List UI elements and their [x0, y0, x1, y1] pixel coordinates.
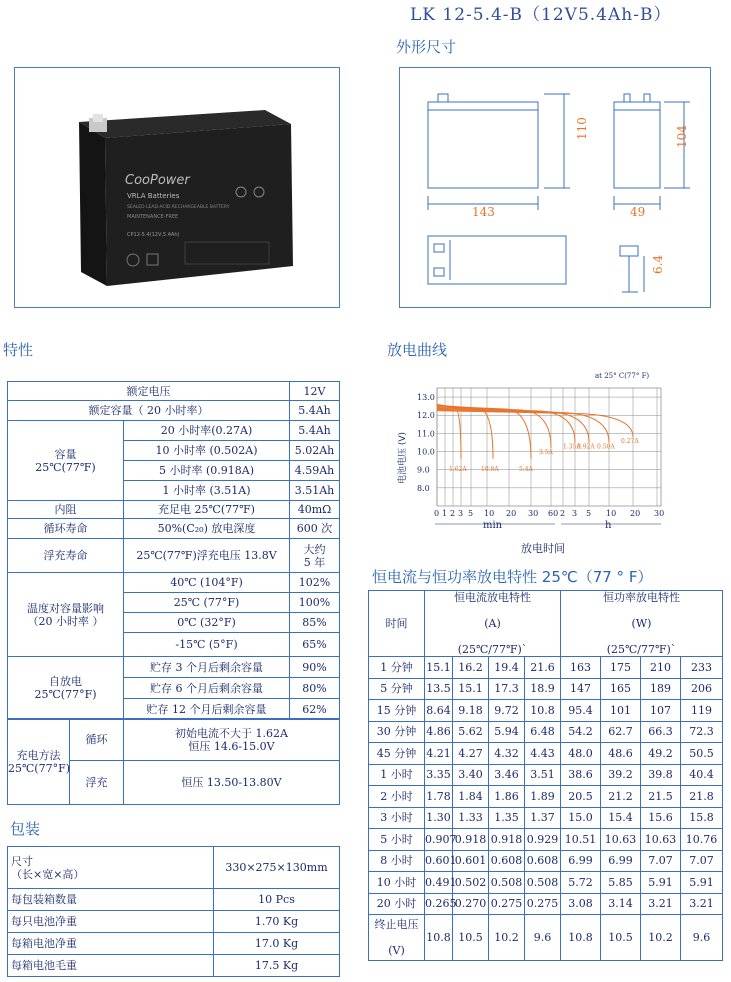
row-value: 3.51 — [525, 764, 561, 786]
row-value: 10.63 — [601, 829, 641, 851]
table-row — [369, 872, 723, 894]
row-time: 10 小时 — [369, 872, 425, 894]
section-characteristics: 特性 — [3, 341, 34, 359]
dim-height-total: 110 — [575, 117, 589, 140]
dim-length: 143 — [472, 205, 495, 219]
current-header: 恒电流放电特性 (A) (25℃/77℉)` — [425, 591, 561, 657]
rated-voltage-label: 额定电压 — [8, 382, 290, 401]
temp-value: 100% — [290, 593, 340, 613]
curve-label: 3.5A — [539, 448, 553, 456]
end-voltage-value: 10.5 — [601, 915, 641, 961]
pack-gross-label: 每箱电池毛重 — [8, 955, 214, 977]
capacity-label: 容量 25℃(77℉) — [8, 421, 124, 501]
internal-label: 内阻 — [8, 501, 124, 519]
x-tick-label: 5 — [586, 509, 592, 518]
pack-net-box-value: 17.0 Kg — [214, 933, 340, 955]
pack-net-box-label: 每箱电池净重 — [8, 933, 214, 955]
time-header: 时间 — [369, 591, 425, 657]
row-value: 9.72 — [489, 700, 525, 722]
table-row — [369, 829, 723, 851]
row-value: 38.6 — [561, 764, 601, 786]
row-value: 95.4 — [561, 700, 601, 722]
row-value: 8.64 — [425, 700, 453, 722]
battery-photo — [15, 68, 339, 307]
self-cond: 贮存 3 个月后剩余容量 — [124, 657, 290, 678]
row-value: 21.5 — [641, 786, 681, 808]
row-value: 15.1 — [453, 678, 489, 700]
row-value: 4.43 — [525, 743, 561, 765]
constant-table — [368, 590, 723, 961]
curve-label: 0.27A — [621, 438, 639, 446]
tagline-text: SEALED LEAD-ACID RECHARGEABLE BATTERY — [127, 205, 230, 210]
temp-label: 温度对容量影响 （20 小时率 ） — [8, 573, 124, 657]
table-row — [369, 678, 723, 700]
row-value: 1.89 — [525, 786, 561, 808]
page-title: LK 12-5.4-B（12V5.4Ah-B） — [410, 5, 672, 25]
row-value: 54.2 — [561, 721, 601, 743]
row-value: 1.35 — [489, 807, 525, 829]
row-value: 1.78 — [425, 786, 453, 808]
y-tick-label: 12.0 — [417, 411, 435, 421]
section-discharge-curve: 放电曲线 — [387, 341, 448, 359]
row-value: 3.08 — [561, 893, 601, 915]
row-value: 119 — [681, 700, 723, 722]
model-text: CP12-5.4(12V,5.4Ah) — [127, 232, 180, 238]
row-value: 10.76 — [681, 829, 723, 851]
cycle-label: 循环寿命 — [8, 519, 124, 539]
internal-value: 40mΩ — [290, 501, 340, 519]
row-value: 0.502 — [453, 872, 489, 894]
x-tick-label: 3 — [458, 509, 464, 518]
row-value: 39.2 — [601, 764, 641, 786]
row-value: 0.907 — [425, 829, 453, 851]
brand-text: CooPower — [125, 173, 190, 188]
row-value: 0.601 — [453, 850, 489, 872]
row-value: 163 — [561, 657, 601, 679]
row-value: 3.40 — [453, 764, 489, 786]
row-value: 5.91 — [641, 872, 681, 894]
table-row — [369, 721, 723, 743]
y-tick-label: 9.0 — [417, 465, 430, 475]
row-value: 0.275 — [525, 893, 561, 915]
end-voltage-value: 10.2 — [641, 915, 681, 961]
row-value: 4.21 — [425, 743, 453, 765]
row-value: 101 — [601, 700, 641, 722]
row-value: 5.72 — [561, 872, 601, 894]
row-time: 8 小时 — [369, 850, 425, 872]
capacity-value: 3.51Ah — [290, 481, 340, 501]
row-value: 10.51 — [561, 829, 601, 851]
float-use-value: 恒压 13.50-13.80V — [124, 761, 340, 805]
row-value: 62.7 — [601, 721, 641, 743]
row-value: 15.4 — [601, 807, 641, 829]
row-value: 0.491 — [425, 872, 453, 894]
temp-cond: -15℃ (5°F) — [124, 633, 290, 657]
row-value: 15.8 — [681, 807, 723, 829]
row-value: 7.07 — [641, 850, 681, 872]
row-value: 1.84 — [453, 786, 489, 808]
row-value: 18.9 — [525, 678, 561, 700]
row-value: 72.3 — [681, 721, 723, 743]
row-time: 30 分钟 — [369, 721, 425, 743]
capacity-rate: 5 小时率 (0.918A) — [124, 461, 290, 481]
row-value: 13.5 — [425, 678, 453, 700]
self-value: 80% — [290, 678, 340, 699]
row-value: 4.32 — [489, 743, 525, 765]
row-value: 189 — [641, 678, 681, 700]
end-voltage-value: 10.2 — [489, 915, 525, 961]
row-time: 45 分钟 — [369, 743, 425, 765]
curve-label: 0.50A — [597, 443, 615, 451]
section-dimensions: 外形尺寸 — [396, 38, 457, 56]
row-value: 6.99 — [601, 850, 641, 872]
row-value: 0.265 — [425, 893, 453, 915]
internal-cond: 充足电 25℃(77℉) — [124, 501, 290, 519]
row-value: 15.1 — [425, 657, 453, 679]
row-value: 19.4 — [489, 657, 525, 679]
section-constant-table: 恒电流与恒功率放电特性 25℃（77 ° F） — [372, 568, 653, 586]
y-tick-label: 10.0 — [417, 447, 435, 457]
row-value: 3.35 — [425, 764, 453, 786]
table-row — [369, 893, 723, 915]
pack-qty-value: 10 Pcs — [214, 889, 340, 911]
chart-title: at 25° C(77° F) — [595, 372, 650, 380]
cycle-cond: 50%(C₂₀) 放电深度 — [124, 519, 290, 539]
y-tick-label: 8.0 — [417, 483, 430, 493]
charge-table — [7, 718, 340, 805]
capacity-rate: 20 小时率(0.27A) — [124, 421, 290, 441]
row-value: 6.99 — [561, 850, 601, 872]
curve-label: 0.92A — [577, 443, 595, 451]
temp-value: 102% — [290, 573, 340, 593]
chart-frame — [437, 388, 661, 506]
y-tick-label: 11.0 — [417, 429, 435, 439]
end-voltage-row — [369, 915, 723, 961]
section-packaging: 包装 — [10, 820, 41, 838]
x-tick-label: 10 — [606, 509, 617, 518]
row-time: 5 小时 — [369, 829, 425, 851]
chart-h-label: h — [605, 520, 612, 531]
row-value: 165 — [601, 678, 641, 700]
table-row — [369, 850, 723, 872]
discharge-curve — [437, 411, 633, 437]
dimension-drawing — [399, 67, 711, 308]
row-value: 6.48 — [525, 721, 561, 743]
row-value: 3.14 — [601, 893, 641, 915]
row-value: 0.508 — [525, 872, 561, 894]
self-value: 90% — [290, 657, 340, 678]
row-value: 15.0 — [561, 807, 601, 829]
discharge-curve — [437, 405, 493, 459]
row-value: 17.3 — [489, 678, 525, 700]
temp-cond: 0℃ (32°F) — [124, 613, 290, 633]
row-value: 40.4 — [681, 764, 723, 786]
dim-height-case: 104 — [675, 125, 689, 148]
row-value: 210 — [641, 657, 681, 679]
pack-size-value: 330×275×130mm — [214, 847, 340, 889]
self-cond: 贮存 6 个月后剩余容量 — [124, 678, 290, 699]
float-label: 浮充寿命 — [8, 539, 124, 573]
power-header: 恒功率放电特性 (W) (25℃/77℉)` — [561, 591, 723, 657]
discharge-curve — [437, 407, 551, 448]
pack-net-single-label: 每只电池净重 — [8, 911, 214, 933]
x-tick-label: 2 — [450, 509, 456, 518]
charge-label: 充电方法 25℃(77°F) — [8, 719, 70, 805]
row-value: 1.33 — [453, 807, 489, 829]
curve-label: 5.4A — [519, 465, 533, 473]
capacity-value: 5.4Ah — [290, 421, 340, 441]
end-voltage-value: 9.6 — [681, 915, 723, 961]
x-tick-label: 30 — [654, 509, 665, 518]
discharge-curve — [437, 410, 609, 443]
x-tick-label: 2 — [560, 509, 566, 518]
capacity-value: 4.59Ah — [290, 461, 340, 481]
pack-qty-label: 每包装箱数量 — [8, 889, 214, 911]
row-time: 5 分钟 — [369, 678, 425, 700]
row-value: 5.85 — [601, 872, 641, 894]
cycle-use-label: 循环 — [70, 719, 124, 761]
end-voltage-value: 10.5 — [453, 915, 489, 961]
row-value: 1.86 — [489, 786, 525, 808]
table-row — [369, 657, 723, 679]
row-value: 0.270 — [453, 893, 489, 915]
maintenance-text: MAINTENANCE-FREE — [127, 214, 179, 220]
row-value: 7.07 — [681, 850, 723, 872]
row-value: 21.8 — [681, 786, 723, 808]
row-value: 4.27 — [453, 743, 489, 765]
row-value: 5.62 — [453, 721, 489, 743]
x-tick-label: 1 — [442, 509, 448, 518]
y-tick-label: 13.0 — [417, 393, 435, 403]
row-value: 233 — [681, 657, 723, 679]
table-row — [369, 807, 723, 829]
x-tick-label: 20 — [630, 509, 641, 518]
row-value: 0.508 — [489, 872, 525, 894]
packaging-table — [7, 846, 340, 977]
pack-net-single-value: 1.70 Kg — [214, 911, 340, 933]
row-value: 0.608 — [525, 850, 561, 872]
rated-capacity-label: 额定容量（ 20 小时率） — [8, 401, 290, 421]
discharge-curve — [437, 404, 461, 458]
x-tick-label: 5 — [468, 509, 474, 518]
table-row — [369, 764, 723, 786]
cycle-use-value: 初始电流不大于 1.62A 恒压 14.6-15.0V — [124, 719, 340, 761]
rated-voltage-value: 12V — [290, 382, 340, 401]
self-cond: 贮存 12 个月后剩余容量 — [124, 699, 290, 720]
curve-label: 10.8A — [481, 465, 499, 473]
table-row — [369, 743, 723, 765]
row-time: 15 分钟 — [369, 700, 425, 722]
row-value: 48.6 — [601, 743, 641, 765]
end-voltage-label: 终止电压 (V) — [369, 915, 425, 961]
self-discharge-label: 自放电 25℃(77°F) — [8, 657, 124, 720]
dim-width: 49 — [630, 205, 646, 219]
row-time: 2 小时 — [369, 786, 425, 808]
capacity-rate: 1 小时率 (3.51A) — [124, 481, 290, 501]
row-value: 0.601 — [425, 850, 453, 872]
row-value: 3.46 — [489, 764, 525, 786]
row-value: 39.8 — [641, 764, 681, 786]
self-value: 62% — [290, 699, 340, 720]
row-value: 16.2 — [453, 657, 489, 679]
row-value: 50.5 — [681, 743, 723, 765]
row-time: 1 分钟 — [369, 657, 425, 679]
row-value: 3.21 — [681, 893, 723, 915]
float-use-label: 浮充 — [70, 761, 124, 805]
row-value: 5.94 — [489, 721, 525, 743]
capacity-value: 5.02Ah — [290, 441, 340, 461]
spec-table — [7, 381, 340, 720]
row-time: 1 小时 — [369, 764, 425, 786]
dim-terminal: 6.4 — [651, 254, 665, 274]
rated-capacity-value: 5.4Ah — [290, 401, 340, 421]
row-value: 66.3 — [641, 721, 681, 743]
x-tick-label: 60 — [548, 509, 559, 518]
discharge-chart — [385, 366, 685, 558]
x-tick-label: 10 — [484, 509, 495, 518]
float-cond: 25℃(77℉)浮充电压 13.8V — [124, 539, 290, 573]
row-value: 0.918 — [489, 829, 525, 851]
row-value: 20.5 — [561, 786, 601, 808]
row-value: 1.30 — [425, 807, 453, 829]
curve-label: 1.62A — [449, 465, 467, 473]
row-value: 206 — [681, 678, 723, 700]
pack-gross-value: 17.5 Kg — [214, 955, 340, 977]
row-value: 0.929 — [525, 829, 561, 851]
row-value: 0.608 — [489, 850, 525, 872]
discharge-curve — [437, 406, 531, 459]
row-value: 107 — [641, 700, 681, 722]
row-value: 5.91 — [681, 872, 723, 894]
chart-min-label: min — [483, 520, 503, 531]
row-value: 1.37 — [525, 807, 561, 829]
end-voltage-value: 9.6 — [525, 915, 561, 961]
row-value: 10.63 — [641, 829, 681, 851]
row-value: 48.0 — [561, 743, 601, 765]
row-value: 21.6 — [525, 657, 561, 679]
temp-cond: 25℃ (77°F) — [124, 593, 290, 613]
row-value: 3.21 — [641, 893, 681, 915]
chart-ylabel: 电池电压 (V) — [398, 431, 408, 484]
table-row — [369, 786, 723, 808]
row-time: 20 小时 — [369, 893, 425, 915]
row-time: 3 小时 — [369, 807, 425, 829]
row-value: 10.8 — [525, 700, 561, 722]
row-value: 4.86 — [425, 721, 453, 743]
row-value: 0.918 — [453, 829, 489, 851]
x-tick-label: 20 — [506, 509, 517, 518]
row-value: 15.6 — [641, 807, 681, 829]
product-photo-frame — [14, 67, 340, 308]
row-value: 0.275 — [489, 893, 525, 915]
row-value: 49.2 — [641, 743, 681, 765]
x-tick-label: 0 — [434, 509, 440, 518]
row-value: 147 — [561, 678, 601, 700]
chart-xlabel: 放电时间 — [521, 542, 565, 555]
temp-value: 85% — [290, 613, 340, 633]
capacity-rate: 10 小时率 (0.502A) — [124, 441, 290, 461]
temp-value: 65% — [290, 633, 340, 657]
end-voltage-value: 10.8 — [425, 915, 453, 961]
row-value: 175 — [601, 657, 641, 679]
cycle-value: 600 次 — [290, 519, 340, 539]
x-tick-label: 3 — [572, 509, 578, 518]
table-row — [369, 700, 723, 722]
sub-brand-text: VRLA Batteries — [127, 192, 180, 200]
pack-size-label: 尺寸 （长×宽×高） — [8, 847, 214, 889]
temp-cond: 40℃ (104°F) — [124, 573, 290, 593]
row-value: 9.18 — [453, 700, 489, 722]
curve-label: 1.35A — [563, 443, 581, 451]
row-value: 21.2 — [601, 786, 641, 808]
x-tick-label: 30 — [528, 509, 539, 518]
end-voltage-value: 10.8 — [561, 915, 601, 961]
float-value: 大约 5 年 — [290, 539, 340, 573]
